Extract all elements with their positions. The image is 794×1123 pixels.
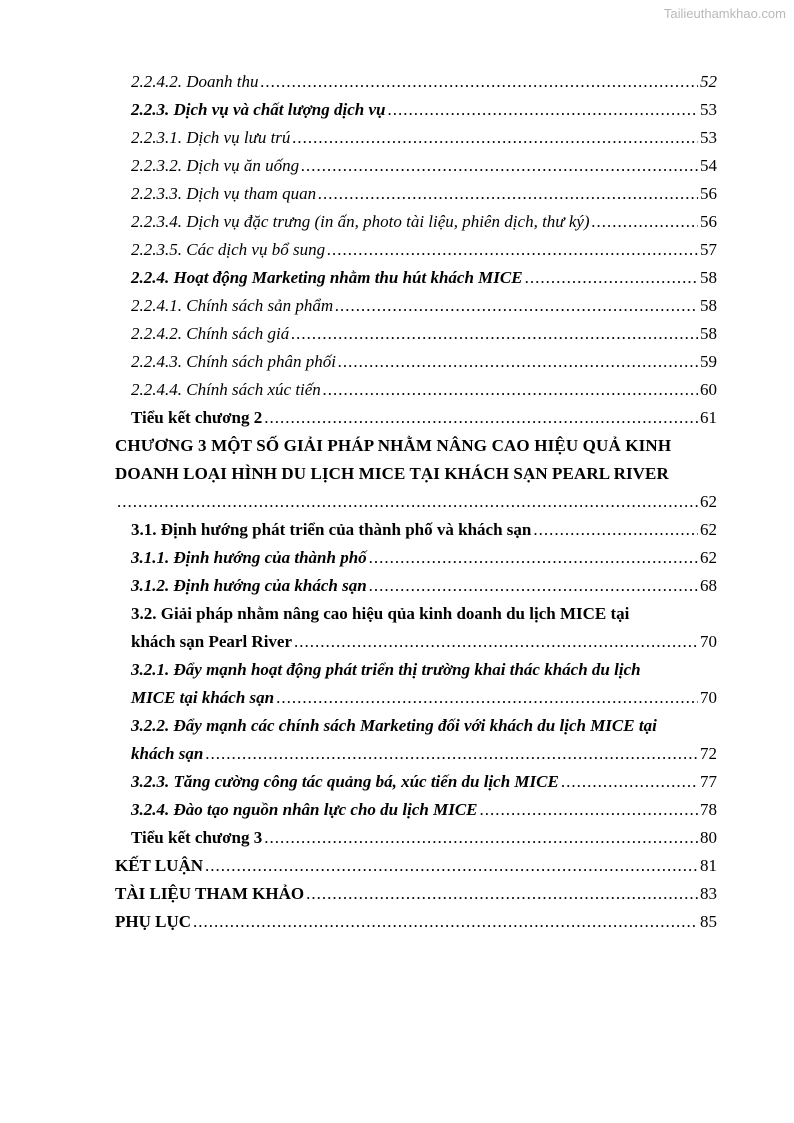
leader-dots bbox=[291, 324, 698, 344]
toc-entry-title: PHỤ LỤC bbox=[115, 912, 192, 931]
toc-entry[interactable] bbox=[131, 268, 717, 296]
toc-entry-page: 68 bbox=[700, 576, 717, 595]
toc-entry-wrapped-line[interactable]: 3.2.2. Đẩy mạnh các chính sách Marketing đối với khách du lịch MICE tại bbox=[131, 716, 657, 735]
toc-entry-title: 2.2.4. Hoạt động Marketing nhằm thu hút khách MICE bbox=[131, 268, 523, 287]
toc-entry[interactable] bbox=[131, 240, 717, 268]
toc-entry-title: 2.2.3. Dịch vụ và chất lượng dịch vụ bbox=[131, 100, 386, 119]
toc-entry-title: 2.2.3.2. Dịch vụ ăn uống bbox=[131, 156, 300, 175]
leader-dots bbox=[294, 632, 698, 652]
toc-entry[interactable] bbox=[131, 772, 717, 800]
toc-entry[interactable] bbox=[131, 352, 717, 380]
toc-entry[interactable] bbox=[131, 296, 717, 324]
leader-dots bbox=[369, 548, 698, 568]
leader-dots bbox=[276, 688, 698, 708]
leader-dots bbox=[193, 912, 698, 932]
leader-dots bbox=[301, 156, 698, 176]
toc-entry-page: 53 bbox=[700, 128, 717, 147]
leader-dots bbox=[323, 380, 698, 400]
toc-entry-wrapped-line[interactable]: 3.2.1. Đẩy mạnh hoạt động phát triển thị trường khai thác khách du lịch bbox=[131, 660, 641, 679]
toc-entry-title: 2.2.4.2. Chính sách giá bbox=[131, 324, 290, 343]
leader-dots bbox=[292, 128, 698, 148]
toc-entry-page: 77 bbox=[700, 772, 717, 791]
toc-entry[interactable] bbox=[115, 492, 717, 520]
toc-entry[interactable] bbox=[131, 156, 717, 184]
leader-dots bbox=[561, 772, 698, 792]
toc-entry-title: Tiểu kết chương 3 bbox=[131, 828, 263, 847]
toc-entry-page: 58 bbox=[700, 268, 717, 287]
toc-entry-title: 2.2.3.5. Các dịch vụ bổ sung bbox=[131, 240, 326, 259]
toc-entry-page: 54 bbox=[700, 156, 717, 175]
leader-dots bbox=[205, 744, 698, 764]
toc-entry[interactable] bbox=[131, 100, 717, 128]
toc-entry-page: 70 bbox=[700, 688, 717, 707]
toc-entry-title: 2.2.4.4. Chính sách xúc tiến bbox=[131, 380, 321, 399]
leader-dots bbox=[205, 856, 698, 876]
toc-entry-page: 78 bbox=[700, 800, 717, 819]
toc-entry-title: khách sạn bbox=[131, 744, 204, 763]
toc-entry[interactable] bbox=[131, 324, 717, 352]
toc-entry[interactable] bbox=[131, 632, 717, 660]
toc-entry-page: 52 bbox=[700, 72, 717, 91]
toc-entry-page: 58 bbox=[700, 296, 717, 315]
toc-entry[interactable] bbox=[131, 744, 717, 772]
toc-entry-title: 2.2.3.4. Dịch vụ đặc trưng (in ấn, photo tài liệu, phiên dịch, thư ký) bbox=[131, 212, 590, 231]
toc-entry-page: 62 bbox=[700, 492, 717, 511]
chapter-heading-line-2[interactable]: DOANH LOẠI HÌNH DU LỊCH MICE TẠI KHÁCH SẠN PEARL RIVER bbox=[115, 464, 669, 483]
toc-entry[interactable] bbox=[131, 548, 717, 576]
toc-entry-page: 60 bbox=[700, 380, 717, 399]
toc-entry[interactable] bbox=[131, 128, 717, 156]
toc-entry-page: 70 bbox=[700, 632, 717, 651]
toc-entry-page: 57 bbox=[700, 240, 717, 259]
toc-entry[interactable] bbox=[131, 184, 717, 212]
toc-entry-page: 59 bbox=[700, 352, 717, 371]
leader-dots bbox=[335, 296, 698, 316]
toc-entry-page: 80 bbox=[700, 828, 717, 847]
toc-entry-title: 3.2.3. Tăng cường công tác quảng bá, xúc tiến du lịch MICE bbox=[131, 772, 559, 791]
toc-entry-title: 3.1.1. Định hướng của thành phố bbox=[131, 548, 367, 567]
leader-dots bbox=[338, 352, 698, 372]
toc-entry-title: TÀI LIỆU THAM KHẢO bbox=[115, 884, 305, 903]
toc-entry-title: 2.2.4.1. Chính sách sản phẩm bbox=[131, 296, 334, 315]
leader-dots bbox=[525, 268, 698, 288]
toc-entry-title: Tiểu kết chương 2 bbox=[131, 408, 263, 427]
toc-entry-title: 2.2.4.3. Chính sách phân phối bbox=[131, 352, 336, 371]
toc-entry-title: 2.2.3.3. Dịch vụ tham quan bbox=[131, 184, 317, 203]
toc-entry-page: 83 bbox=[700, 884, 717, 903]
chapter-heading-line-1[interactable]: CHƯƠNG 3 MỘT SỐ GIẢI PHÁP NHẰM NÂNG CAO HIỆU QUẢ KINH bbox=[115, 436, 672, 455]
toc-entry[interactable] bbox=[131, 828, 717, 856]
watermark: Tailieuthamkhao.com bbox=[663, 6, 786, 21]
toc-entry[interactable] bbox=[131, 408, 717, 436]
toc-entry-page: 72 bbox=[700, 744, 717, 763]
toc-entry[interactable] bbox=[131, 800, 717, 828]
leader-dots bbox=[592, 212, 698, 232]
toc-entry[interactable] bbox=[131, 576, 717, 604]
toc-entry-page: 62 bbox=[700, 520, 717, 539]
leader-dots bbox=[480, 800, 699, 820]
toc-entry-title: 3.2.4. Đào tạo nguồn nhân lực cho du lịch MICE bbox=[131, 800, 478, 819]
leader-dots bbox=[261, 72, 699, 92]
toc-entry-title: 2.2.4.2. Doanh thu bbox=[131, 72, 259, 91]
leader-dots bbox=[117, 492, 698, 512]
leader-dots bbox=[533, 520, 698, 540]
toc-entry-title: 3.1. Định hướng phát triển của thành phố và khách sạn bbox=[131, 520, 532, 539]
toc-entry-page: 62 bbox=[700, 548, 717, 567]
toc-entry-wrapped-line[interactable]: 3.2. Giải pháp nhằm nâng cao hiệu qủa kinh doanh du lịch MICE tại bbox=[131, 604, 630, 623]
toc-entry-title: MICE tại khách sạn bbox=[131, 688, 275, 707]
toc-entry-page: 61 bbox=[700, 408, 717, 427]
toc-entry-page: 58 bbox=[700, 324, 717, 343]
toc-entry[interactable] bbox=[131, 380, 717, 408]
leader-dots bbox=[264, 408, 698, 428]
toc-entry[interactable] bbox=[131, 72, 717, 100]
toc-entry-page: 81 bbox=[700, 856, 717, 875]
leader-dots bbox=[264, 828, 698, 848]
toc-entry-title: khách sạn Pearl River bbox=[131, 632, 293, 651]
toc-entry-page: 53 bbox=[700, 100, 717, 119]
toc-entry[interactable] bbox=[115, 884, 717, 912]
leader-dots bbox=[369, 576, 698, 596]
toc-entry[interactable] bbox=[131, 688, 717, 716]
leader-dots bbox=[327, 240, 698, 260]
toc-entry[interactable] bbox=[115, 856, 717, 884]
leader-dots bbox=[306, 884, 698, 904]
toc-entry[interactable] bbox=[115, 912, 717, 940]
toc-entry-page: 56 bbox=[700, 212, 717, 231]
toc-entry-title: 3.1.2. Định hướng của khách sạn bbox=[131, 576, 367, 595]
leader-dots bbox=[387, 100, 698, 120]
toc-entry-title: KẾT LUẬN bbox=[115, 856, 204, 875]
toc-entry-title: 2.2.3.1. Dịch vụ lưu trú bbox=[131, 128, 291, 147]
toc-entry-page: 85 bbox=[700, 912, 717, 931]
toc-entry-page: 56 bbox=[700, 184, 717, 203]
toc-entry[interactable] bbox=[131, 520, 717, 548]
leader-dots bbox=[318, 184, 698, 204]
toc-entry[interactable] bbox=[131, 212, 717, 240]
